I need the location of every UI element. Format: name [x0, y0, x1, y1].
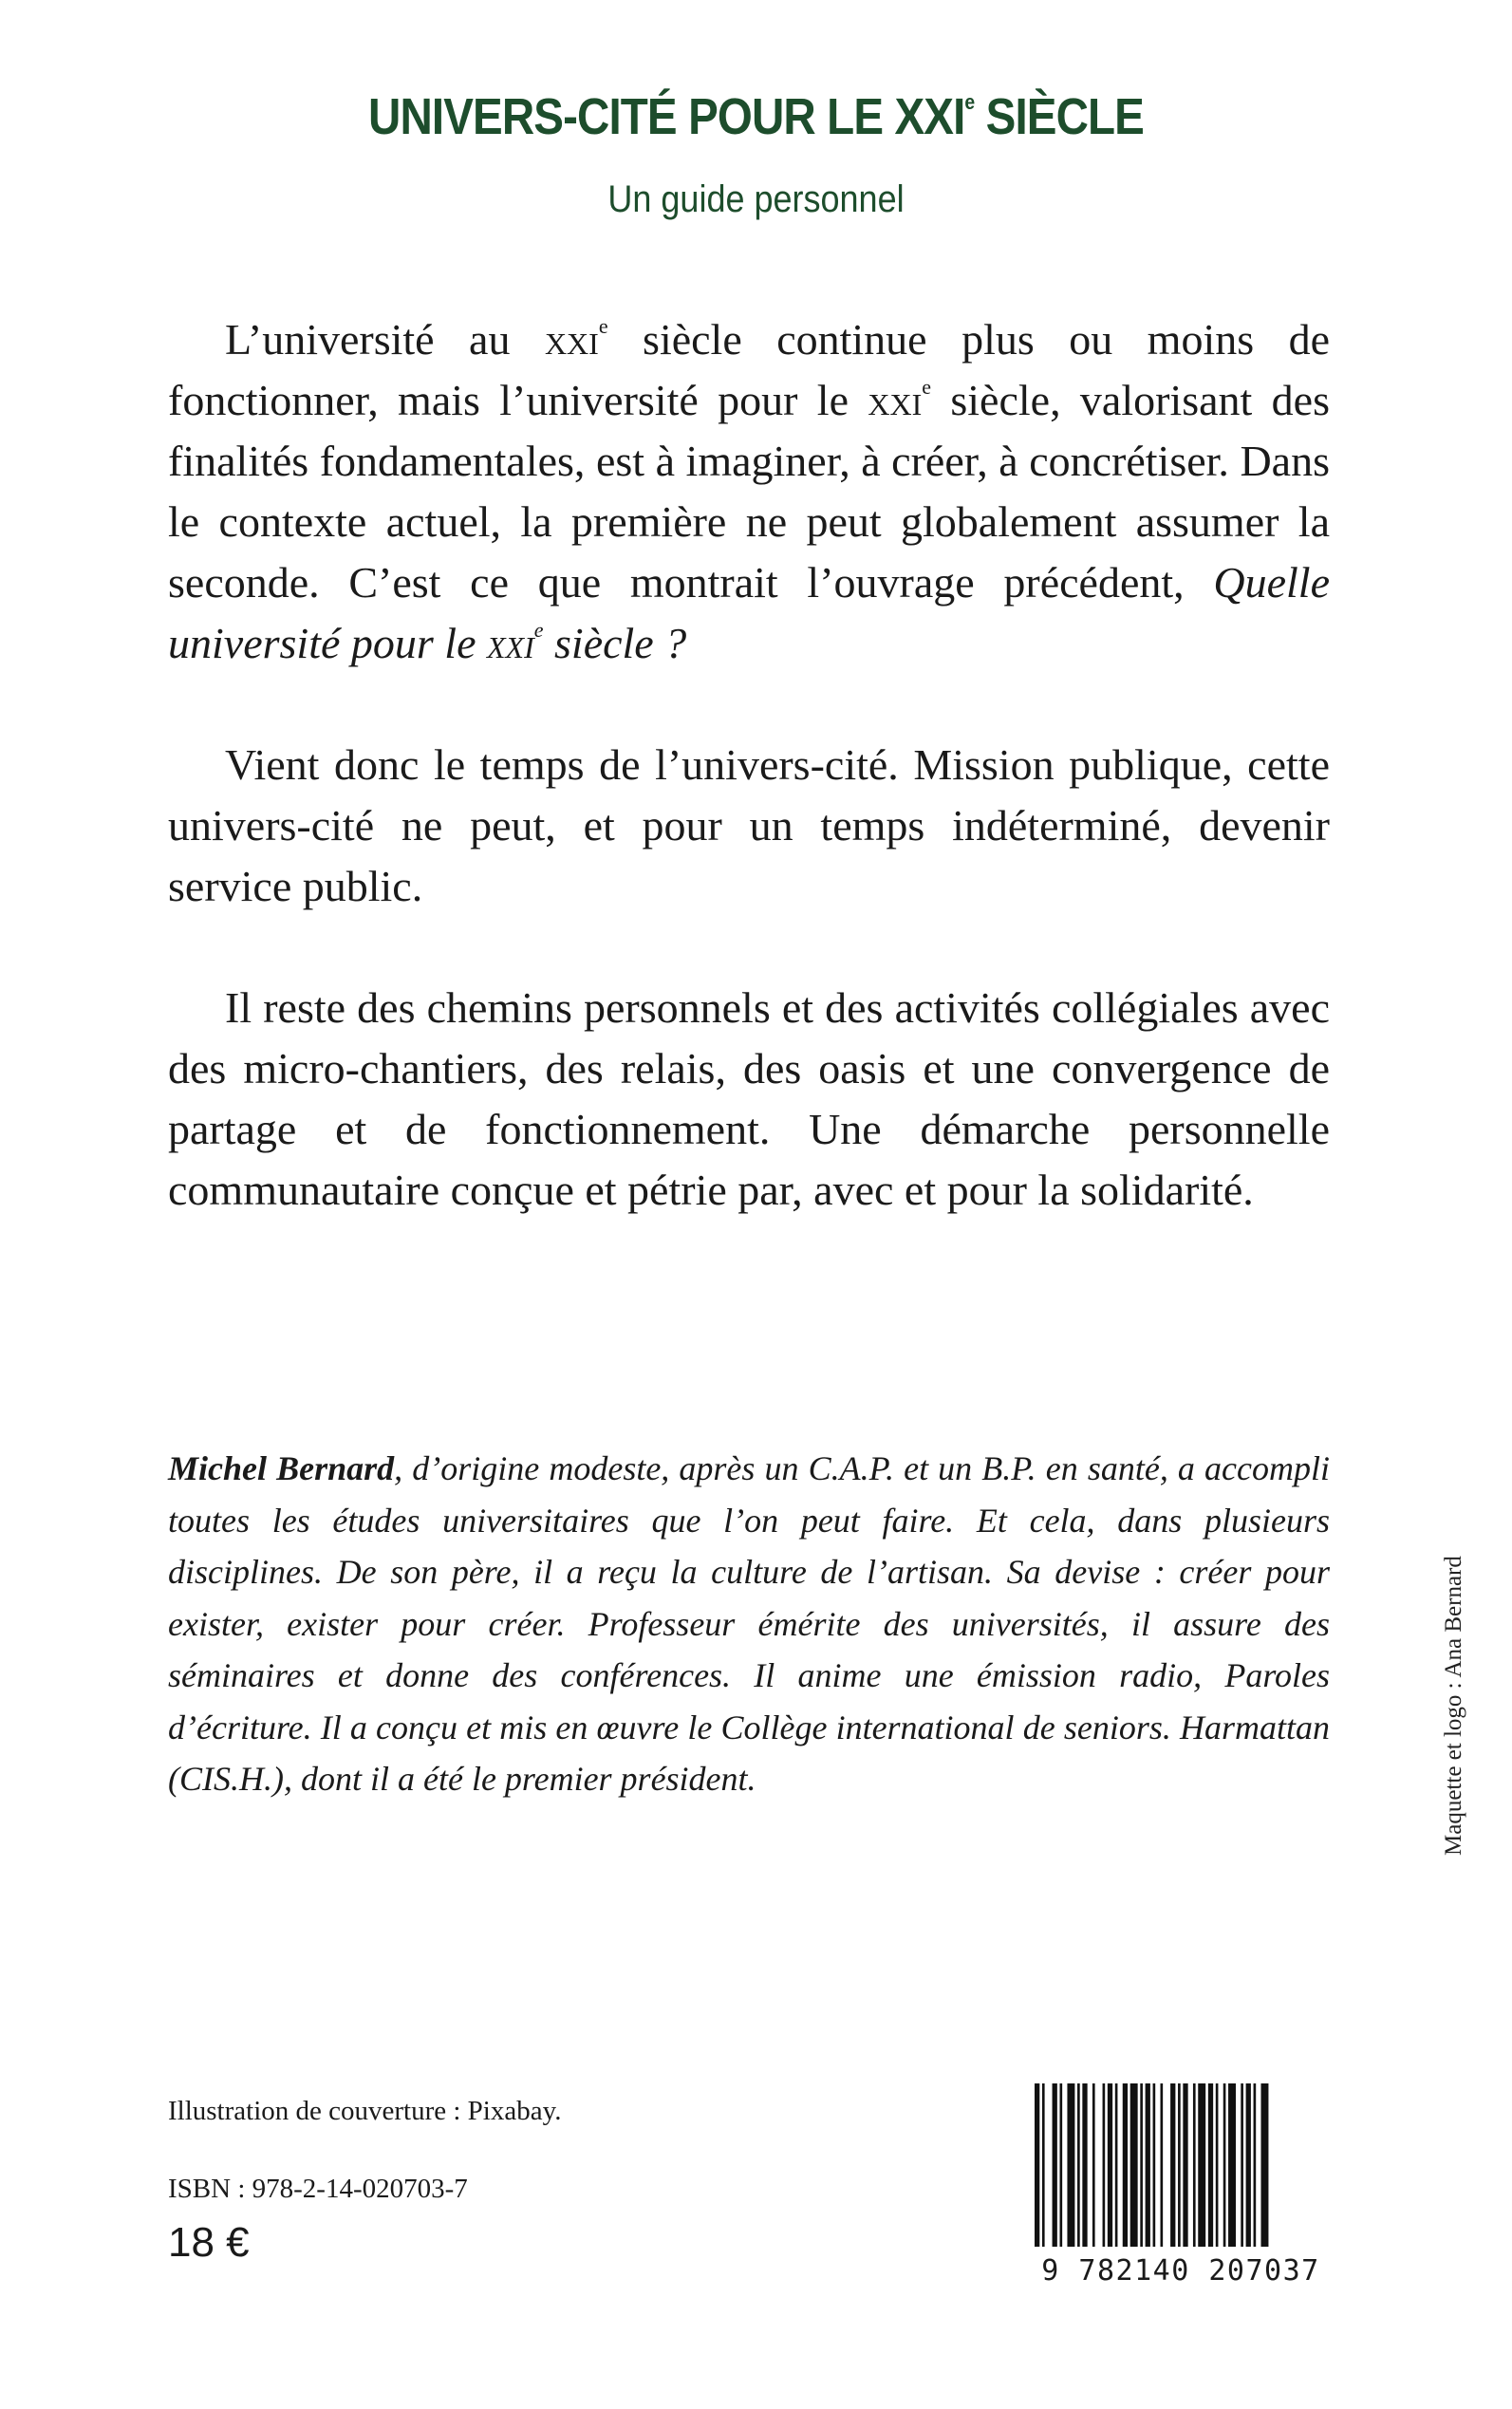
barcode-bar — [1170, 2083, 1175, 2247]
paragraph-univers-cite: Vient donc le temps de l’univers-cité. Mission publique, cette univers-cité ne peut, et pour un temps indéterminé, devenir service public. — [168, 740, 1330, 910]
barcode-bar — [1228, 2083, 1236, 2247]
barcode-bar — [1246, 2083, 1251, 2247]
barcode-bar — [1035, 2083, 1039, 2247]
barcode-bar — [1208, 2083, 1213, 2247]
author-bio — [168, 1443, 1330, 1805]
barcode-bar — [1198, 2083, 1205, 2247]
book-subtitle: Un guide personnel — [607, 178, 905, 220]
barcode-bar — [1161, 2083, 1164, 2247]
barcode-bar — [1140, 2083, 1143, 2247]
barcode-bar — [1241, 2083, 1243, 2247]
barcode-bar — [1108, 2083, 1112, 2247]
paragraph-intro: L’université au xxi$^e$ siècle continue plus ou moins de fonctionner, mais l’université pour le xxi$^e$ siècle, valorisant des finalités fondamentales, est à imaginer, à créer, à concrétiser. Dans le contexte actuel, la première ne peut globalement assumer la seconde. C’est ce que montrait l’ouvrage précédent, Quelle université pour le xxi$^e$ siècle ? — [168, 314, 1330, 667]
barcode-bar — [1042, 2083, 1045, 2247]
barcode-bar — [1146, 2083, 1150, 2247]
bio-text: , d’origine modeste, après un C.A.P. et un B.P. en santé, a accompli toutes les études universitaires que l’on peut faire. Et cela, dans plusieurs disciplines. De son père, il a reçu la culture de l’artisan. Sa devise : créer pour exister, exister pour créer. Professeur émérite des universités, il assure des séminaires et donne des conférences. Il anime une émission radio, Paroles d’écriture. Il a conçu et mis en œuvre le Collège international de seniors. Harmattan (CIS.H.), dont il a été le premier président. — [168, 1449, 1330, 1798]
barcode-bar — [1178, 2083, 1181, 2247]
barcode-bar — [1153, 2083, 1156, 2247]
barcode-digits: 9 782140 207037 — [1041, 2254, 1320, 2288]
isbn: ISBN : 978-2-14-020703-7 — [168, 2174, 468, 2204]
barcode-bar — [1092, 2083, 1095, 2247]
barcode-bar — [1261, 2083, 1269, 2247]
design-credit: Maquette et logo : Ana Bernard — [1441, 1556, 1466, 1856]
barcode-bar — [1103, 2083, 1106, 2247]
barcode-bar — [1077, 2083, 1080, 2247]
book-title: UNIVERS-CITÉ POUR LE XXIe SIÈCLE — [368, 88, 1144, 145]
author-name: Michel Bernard — [168, 1449, 395, 1487]
barcode-bar — [1067, 2083, 1074, 2247]
title-block — [0, 88, 1512, 220]
barcode-bar — [1060, 2083, 1063, 2247]
barcode-bar — [1053, 2083, 1057, 2247]
barcode-bar — [1193, 2083, 1196, 2247]
barcode-bar — [1216, 2083, 1219, 2247]
price: 18 € — [168, 2219, 250, 2266]
paragraph-chemins: Il reste des chemins personnels et des activités collégiales avec des micro-chantiers, des relais, des oasis et une convergence de partage et de fonctionnement. Une démarche personnelle communautaire conçue et pétrie par, avec et pour la solidarité. — [168, 983, 1330, 1214]
barcode-bars — [1033, 2083, 1329, 2254]
barcode-bar — [1183, 2083, 1187, 2247]
barcode-bar — [1082, 2083, 1087, 2247]
barcode — [1033, 2083, 1329, 2292]
illustration-credit: Illustration de couverture : Pixabay. — [168, 2096, 562, 2126]
barcode-bar — [1130, 2083, 1138, 2247]
barcode-bar — [1254, 2083, 1257, 2247]
barcode-bar — [1115, 2083, 1118, 2247]
barcode-bar — [1223, 2083, 1226, 2247]
barcode-bar — [1123, 2083, 1128, 2247]
